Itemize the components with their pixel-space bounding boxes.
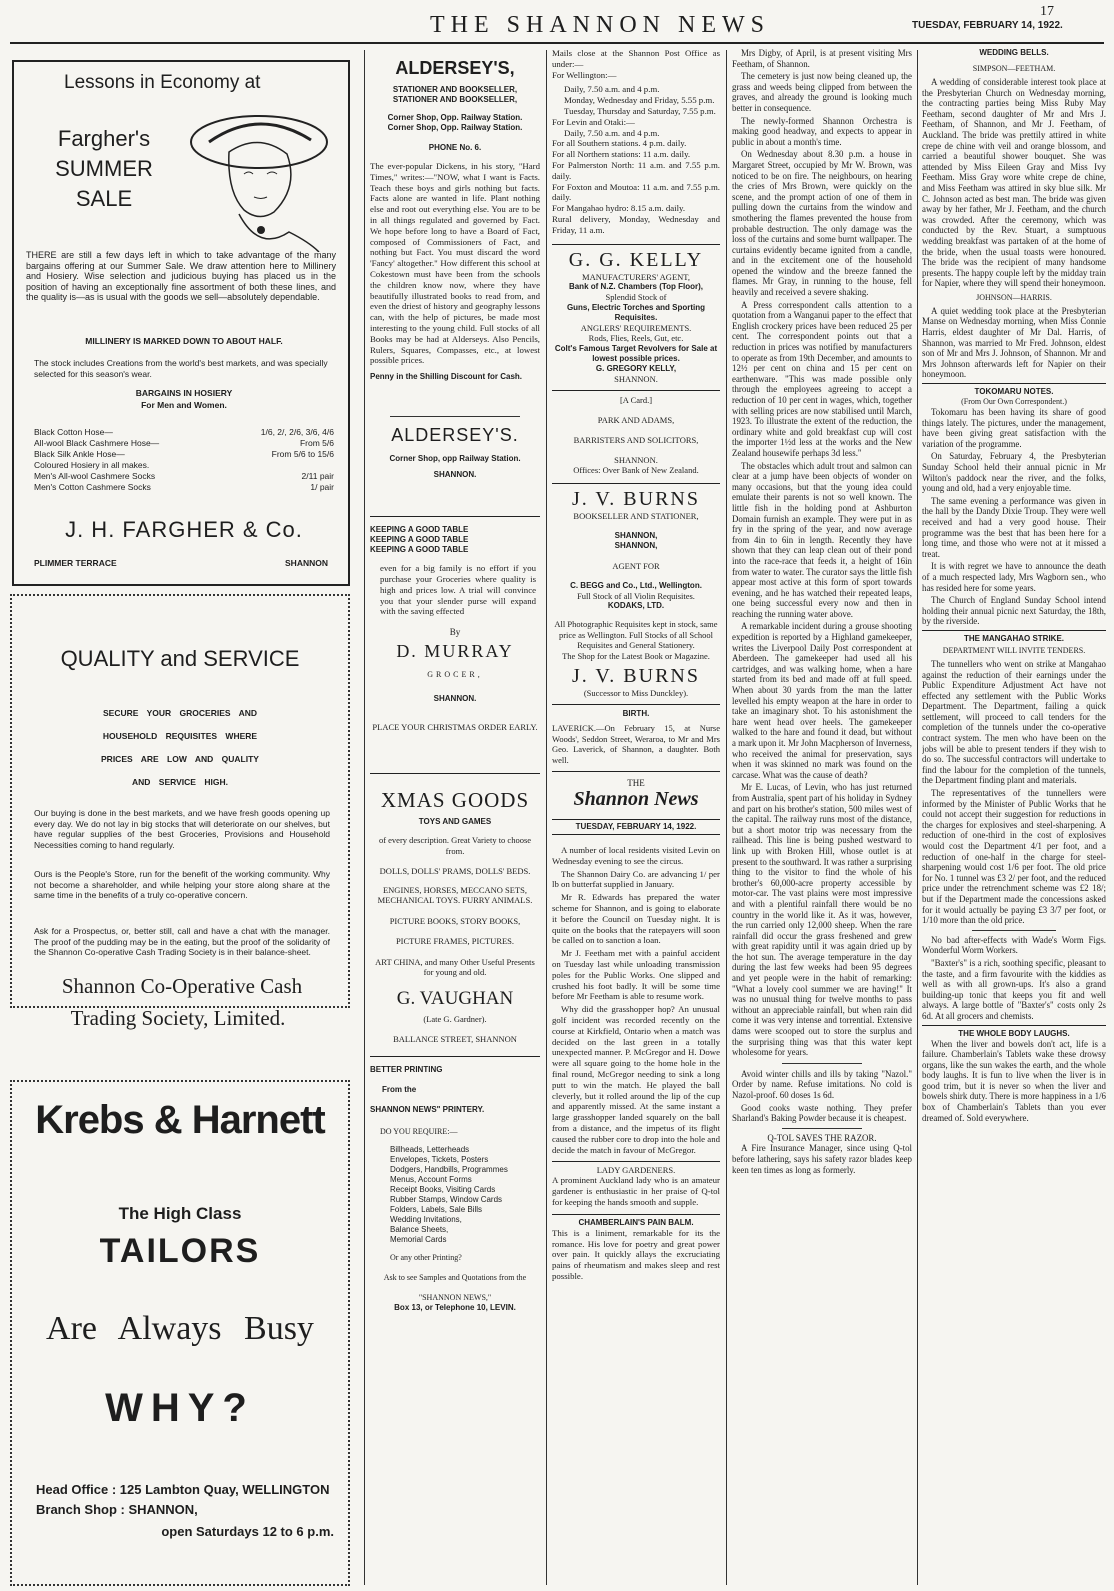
news-para: Tokomaru has been having its share of good things lately. The pictures, under the management, have been giving great satisfaction with the variation of the programme. — [922, 407, 1106, 449]
kelly-l3: Splendid Stock of — [605, 292, 667, 303]
krebs-hours: open Saturdays 12 to 6 p.m. — [161, 1524, 334, 1539]
vaughan-title: XMAS GOODS — [380, 788, 530, 813]
burns-agent: AGENT FOR — [612, 561, 660, 572]
aldersey-discount: Penny in the Shilling Discount for Cash. — [370, 372, 523, 382]
aldersey-title-2: ALDERSEY'S. — [391, 425, 519, 446]
item-name: Coloured Hosiery in all makes. — [34, 460, 150, 470]
murray-keeping-2: KEEPING A GOOD TABLE — [370, 535, 469, 545]
mails-schedule — [552, 84, 720, 235]
fargher-stock: The stock includes Creations from the world's best markets, and was specially selected for this season's wear. — [34, 358, 328, 379]
murray-xmas-order: PLACE YOUR CHRISTMAS ORDER EARLY. — [372, 722, 538, 733]
lawyers-name: PARK AND ADAMS, — [597, 415, 675, 426]
divider — [370, 1056, 540, 1057]
news-para: The same evening a performance was given in the hall by the Dandy Dixie Troup. They were well received and had a very good house. Their programme was the best that has been here for a long time, and those who were not at it missed a treat. — [922, 495, 1106, 559]
column-5 — [922, 48, 1106, 1585]
news-title: Shannon News — [573, 788, 699, 811]
aldersey-title: ALDERSEY'S, — [395, 58, 515, 78]
mail-line: Monday, Wednesday and Friday, 5.55 p.m. — [564, 95, 715, 106]
balm-title: CHAMBERLAIN'S PAIN BALM. — [552, 1214, 720, 1228]
sale-line: SALE — [75, 186, 133, 211]
krebs-branch: Branch Shop : SHANNON, — [36, 1502, 198, 1517]
fargher-address-left: PLIMMER TERRACE — [34, 558, 117, 568]
divider — [782, 1128, 862, 1129]
burns-role: BOOKSELLER AND STATIONER, — [573, 511, 699, 522]
tokomaru-title: TOKOMARU NOTES. — [922, 383, 1106, 397]
mail-line: Daily, 7.50 a.m. and 4 p.m. — [564, 84, 660, 95]
masthead-title: THE SHANNON NEWS — [430, 12, 770, 38]
lady-title: LADY GARDENERS. — [552, 1161, 720, 1175]
mail-line: Tuesday, Thursday and Saturday, 7.55 p.m. — [564, 105, 716, 116]
whole-body-text: When the liver and bowels don't act, life is a failure. Chamberlain's Tablets wake these drowsy organs, like the sun wakes the earth, and the whole body laughs. It is fun to live when the liver is in good trim, but it is never so when the liver and bowels shirk duty. There is more happiness in a 1/6 box of Chamberlain's Tablets than you ever dreamed of. Sold everywhere. — [922, 1038, 1106, 1123]
whole-body-title: THE WHOLE BODY LAUGHS. — [922, 1025, 1106, 1039]
krebs-line-3: Are Always Busy — [46, 1310, 314, 1347]
page-number: 17 — [1040, 4, 1054, 19]
qtol-text: A Fire Insurance Manager, since using Q-tol before lathering, says his safety razor blades keep keen ten times as long as formerly. — [732, 1143, 912, 1175]
aldersey-body: The ever-popular Dickens, in his story, "Hard Times," writes:—"NOW, what I want is Facts. Teach these boys and girls nothing but facts. Facts alone are wanted in life. Plant nothing else and root out everything else. You are to be in all things regulated and governed by Fact. We hope before long to have a Board of Fact, composed of Commissioners of Fact, and nothing but Fact. You must discard the word 'Fancy' altogether." How different this school at Cokestown must have been from the schools the children know now, where they have beautifully illustrated books to read from, and even the driest of history and geography lessons can, with the help of pictures, be made most interesting to the young child. Full stocks of all Books may be had at Alderseys. Also Pencils, Rulers, Squares, Compasses, etc., at lowest possible prices. — [370, 161, 540, 366]
vaughan-line-1: DOLLS, DOLLS' PRAMS, DOLLS' BEDS. — [379, 866, 531, 877]
slogan-line: SECURE YOUR GROCERIES AND — [102, 708, 258, 718]
printing-h1: BETTER PRINTING — [370, 1064, 443, 1074]
kelly-l9: SHANNON. — [614, 373, 658, 384]
list-item: Wedding Invitations, — [390, 1214, 462, 1224]
coop-slogan — [42, 702, 318, 794]
strike-title: THE MANGAHAO STRIKE. — [922, 630, 1106, 644]
fargher-headline: Lessons in Economy at — [64, 72, 261, 93]
list-item: Balance Sheets, — [390, 1224, 449, 1234]
vaughan-line-2: ENGINES, HORSES, MECCANO SETS, MECHANICAL TOYS. FURRY ANIMALS. — [377, 884, 533, 906]
vaughan-line-3: PICTURE BOOKS, STORY BOOKS, — [389, 915, 521, 926]
divider — [370, 516, 540, 517]
news-para: The obstacles which adult trout and salmon can clear at a jump have been objects of wonder on many occasions, but that the young idea could emulate their parents is not so well known. The little fish in the holding pond at Ashburton Domain furnish an example. They were put in as fry in the spring of the year, and now average from 4in to 6in in length. Recently they have shown that they can leap clean out of their pond into the race-race that feeds it, a height of 16in from water to water. The curator says the little fish appear most active at this form of sport towards evening, and he has watched their repeated leaps, one being successful every now and then in reaching the running water above. — [732, 460, 912, 619]
list-item: Receipt Books, Visiting Cards — [390, 1184, 496, 1194]
burns-town-2: SHANNON, — [614, 541, 658, 551]
murray-town: SHANNON. — [433, 694, 477, 704]
burns-successor: (Successor to Miss Dunckley). — [583, 688, 689, 699]
column-rule — [726, 50, 727, 1585]
fargher-intro: THERE are still a few days left in which to take advantage of the many bargains offering at our Summer Sale. We draw attention here to Millinery and Hosiery. Wise selection and judicious buying has placed us in the position of having an exceptionally fine assortment of both these lines, and the quality is—as is usual with the goods we sell—absolutely dependable. — [26, 250, 336, 302]
column-3 — [552, 48, 720, 1585]
masthead-rule — [10, 42, 1104, 44]
mail-line: Rural delivery, Monday, Wednesday and Friday, 11 a.m. — [552, 213, 720, 235]
item-name: Black Cotton Hose— — [34, 427, 113, 437]
burns-violin: Full Stock of all Violin Requisites. — [577, 591, 695, 602]
coop-para-3: Ask for a Prospectus, or, better still, call and have a chat with the manager. The proof of the pudding may be in the eating, but the proof of the solidarity of the Shannon Co-operative Cash Trading Society is in their balance-sheet. — [34, 926, 330, 957]
kelly-l7: Colt's Famous Target Revolvers for Sale at lowest possible prices. — [554, 343, 718, 363]
divider — [782, 1063, 862, 1064]
vaughan-late: (Late G. Gardner). — [423, 1013, 487, 1024]
baxter-ad: "Baxter's" is a rich, soothing specific, pleasant to the taste, and a firm favourite with the kiddies as well as with all grown-ups. It's also a grand building-up tonic that keeps you fit and well always. A large bottle of "Baxter's" costs only 2s 6d. At all grocers and chemists. — [922, 957, 1106, 1021]
mails-wellington: For Wellington:— — [552, 69, 617, 80]
burns-town-1: SHANNON, — [614, 531, 658, 541]
kelly-l8: G. GREGORY KELLY, — [595, 363, 677, 373]
vaughan-line-4: PICTURE FRAMES, PICTURES. — [395, 936, 515, 947]
burns-begg: C. BEGG and Co., Ltd., Wellington. — [570, 581, 702, 591]
column-rule — [917, 50, 918, 1585]
kelly-l4: Guns, Electric Torches and Sporting Requisites. — [566, 302, 706, 322]
lawyers-office: Offices: Over Bank of New Zealand. — [573, 465, 699, 476]
aldersey-corner-1: Corner Shop, Opp. Railway Station. — [387, 113, 523, 122]
lawyers-town: SHANNON. — [614, 455, 658, 466]
fargher-address-right: SHANNON — [285, 558, 328, 568]
news-para: A remarkable incident during a grouse shooting expedition is reported by a Highland gamekeeper, writes the Liverpool Daily Post correspondent at Aberdeen. The gamekeeper had used all his cartridges, and was walking home, when a hare started from its bed and made off at full speed. When about 30 yards from the man the latter levelled his empty weapon at the hare in order to take an imaginary shot. To his astonishment the hare went head over heels. The gamekeeper walked to the hare and found it dead, but without a mark upon it. Mr John Macpherson of Inverness, who received the animal for preservation, says when it was skinned no mark was found on the carcase. What was the cause of death? — [732, 621, 912, 780]
news-para: Mr J. Feetham met with a painful accident on Tuesday last while unloading transmission poles for the Public Works. One slipped and crushed his foot badly. It will be some time before Mr Feetham is able to resume work. — [552, 948, 720, 1002]
price-row — [34, 438, 334, 449]
johnson-harris-sub: JOHNSON—HARRIS. — [976, 292, 1052, 302]
mail-line: For Levin and Otaki:— — [552, 116, 635, 127]
mail-line: For all Northern stations: 11 a.m. daily. — [552, 149, 691, 160]
price-row — [34, 449, 334, 460]
balm-text: This is a liniment, remarkable for its the romance. His love for poetry and great power over pain. It quickly allays the excruciating pains of rheumatism and makes sleep and rest possible. — [552, 1227, 720, 1281]
price-row — [34, 471, 334, 482]
krebs-line-1: The High Class — [118, 1204, 242, 1223]
lawyers-role: BARRISTERS AND SOLICITORS, — [573, 435, 699, 446]
murray-name: D. MURRAY — [396, 641, 514, 662]
vaughan-street: BALLANCE STREET, SHANNON — [393, 1033, 517, 1044]
coop-name-2: Trading Society, Limited. — [70, 1006, 286, 1030]
printing-h3: SHANNON NEWS" PRINTERY. — [370, 1104, 485, 1114]
mail-line: For Palmerston North: 11 a.m. and 7.55 p.m. daily. — [552, 159, 720, 181]
mail-line: Daily, 7.50 a.m. and 4 p.m. — [564, 127, 660, 138]
kelly-l6: Rods, Flies, Reels, Gut, etc. — [588, 333, 684, 344]
bargains-title: BARGAINS IN HOSIERY — [135, 388, 233, 398]
news-para: A Press correspondent calls attention to a quotation from a Wanganui paper to the effect that English crockery prices have been reduced 25 per cent. The correspondent points out that a reduction in prices was notified by manufacturers to operate as from 19th December, and amounts to 12½ per cent on china and 15 per cent on earthenware. "This was made possible only through the employees agreeing to accept a reduction of 10 per cent in wages, which, together with selling prices are now stabilised until March, 1923. To illustrate the extent of the reduction, the ordinary white and gold breakfast cup will cost the importer 1½d less at the works and the New Zealand housewife perhaps 3d less." — [732, 299, 912, 458]
news-para: The newly-formed Shannon Orchestra is making good headway, and expects to appear in public in about a month's time. — [732, 115, 912, 147]
birth-text: LAVERICK.—On February 15, at Nurse Woods', Seddon Street, Weraroa, to Mr and Mrs Geo. Laverick, of Shannon, a daughter. Both well. — [552, 723, 720, 765]
divider — [552, 244, 720, 245]
burns-name: J. V. BURNS — [572, 488, 700, 511]
news-para: The representatives of the tunnellers were informed by the Minister of Public Works that he could not accept their suggestion for reductions in the charges for explosives and steel-sharpening. A reduction of one-third in the cost of explosives would cost the Department 4/1 per foot, and a reduction of one-half in the charge for steel-sharpening would cost 1/6 per foot. The old price for No. 1 tunnel was £3 2/ per foot, and the reduced price under the retrenchment scheme was £2 18/; but if the Department made the concessions asked for it would actually be paying £3 3/7 per foot, or 1/10 more than the old price. — [922, 788, 1106, 926]
aldersey-sub-2: STATIONER AND BOOKSELLER, — [392, 95, 518, 104]
news-para: The tunnellers who went on strike at Mangahao against the reduction of their earnings under the Public Expenditure Adjustment Act have not effected any settlement with the Public Works Department. The Department, failing a quick settlement, will proceed to call tenders for the completion of the tunnels under the co-operative contract system. The men who have been on the jobs will be able to present tenders if they wish to do so. The successful contractors will undertake to find the labour for the completion of the tunnels, the Department finding plant and materials. — [922, 658, 1106, 786]
mail-line: For Mangahao hydro: 8.15 a.m. daily. — [552, 203, 686, 214]
lady-in-hat-illustration — [189, 102, 329, 252]
item-name: All-wool Black Cashmere Hose— — [34, 438, 160, 448]
burns-shop: The Shop for the Latest Book or Magazine. — [562, 650, 710, 661]
wedding-bells-sub: SIMPSON—FEETHAM. — [972, 64, 1056, 73]
printing-question: DO YOU REQUIRE:— — [380, 1126, 458, 1136]
kelly-l2: Bank of N.Z. Chambers (Top Floor), — [568, 282, 704, 292]
list-item: Menus, Account Forms — [390, 1174, 472, 1184]
burns-name-2: J. V. BURNS — [572, 665, 700, 688]
fargher-ad — [12, 60, 350, 586]
sale-line: Fargher's — [57, 126, 151, 151]
murray-by: By — [449, 627, 461, 638]
nazol-ad: Avoid winter chills and ills by taking "Nazol." Order by name. Refuse imitations. No cold is Nazol-proof. 60 doses 1s 6d. — [732, 1068, 912, 1100]
printing-ask: Ask to see Samples and Quotations from the — [383, 1272, 527, 1282]
divider — [552, 390, 720, 391]
issue-date: TUESDAY, FEBRUARY 14, 1922. — [912, 20, 1063, 31]
item-name: Black Silk Ankle Hose— — [34, 449, 125, 459]
aldersey-corner-2: Corner Shop, Opp. Railway Station. — [387, 123, 523, 132]
burns-photo: All Photographic Requisites kept in stock, same price as Wellington. Full Stocks of all School Requisites and General Stationery. — [554, 619, 718, 651]
printing-box: Box 13, or Telephone 10, LEVIN. — [394, 1302, 516, 1312]
fargher-millinery: MILLINERY IS MARKED DOWN TO ABOUT HALF. — [85, 336, 283, 346]
news-para: Mr R. Edwards has prepared the water scheme for Shannon, and is going to elaborate it before the Council on Tuesday night. It is quite on the books that the ratepayers will soon be called on to sanction a loan. — [552, 892, 720, 946]
tokomaru-sub: (From Our Own Correspondent.) — [961, 397, 1067, 407]
column-2 — [370, 50, 540, 1585]
sharland-ad: Good cooks waste nothing. They prefer Sharland's Baking Powder because it is cheapest. — [732, 1102, 912, 1124]
list-item: Billheads, Letterheads — [390, 1144, 470, 1154]
coop-para-1: Our buying is done in the best markets, and we have fresh goods opening up every day. We do not lay in big stocks that will deteriorate on our shelves, but have regular supplies of the best Groceries, Provisions and Household Necessities coming to hand regularly. — [34, 808, 330, 850]
vaughan-line-5: ART CHINA, and many Other Useful Presents for young and old. — [375, 956, 535, 978]
price-row — [34, 460, 334, 471]
divider — [552, 483, 720, 484]
slogan-line: AND SERVICE HIGH. — [132, 777, 228, 787]
krebs-name: Krebs & Harnett — [35, 1098, 325, 1142]
news-para: It is with regret we have to announce the death of a much respected lady, Mrs Wagborn sen., who has resided here for some years. — [922, 561, 1106, 593]
murray-grocer: GROCER, — [427, 670, 483, 680]
coop-name-1: Shannon Co-Operative Cash — [61, 974, 303, 998]
slogan-line: PRICES ARE LOW AND QUALITY — [101, 754, 259, 764]
news-para: The Church of England Sunday School intend holding their annual picnic next Saturday, the 18th, by the riverside. — [922, 595, 1106, 627]
column-rule — [546, 50, 547, 1585]
news-para: Why did the grasshopper hop? An unusual golf incident was recorded recently on the course at Kirkfield, Ontario when a match was decided on the last green in a totally unexpected manner. P. McGregor and H. Dowe were all square going to the home hole in the final round, McGregor needing to sink a long putt to win the match. He played the ball cleverly, but it rolled around the lip of the cup and apparently missed. At the same instant a large grasshopper landed squarely on the ball from a distance, and the impetus of its flight caused the rubber core to drop into the hole and decide the match in favour of McGregor. — [552, 1004, 720, 1155]
mail-line: For Foxton and Moutoa: 11 a.m. and 7.55 p.m. daily. — [552, 181, 720, 203]
price-row — [34, 482, 334, 493]
coop-title: QUALITY and SERVICE — [60, 646, 300, 671]
divider — [552, 771, 720, 772]
kelly-name: G. G. KELLY — [568, 248, 704, 271]
fargher-firm-name: J. H. FARGHER & Co. — [65, 517, 303, 542]
item-name: Men's Cotton Cashmere Socks — [34, 482, 151, 492]
krebs-ad — [10, 1080, 350, 1586]
price-row — [34, 427, 334, 438]
divider — [370, 773, 540, 774]
coop-para-2: Ours is the People's Store, run for the benefit of the working community. Why not become a shareholder, and while helping your store along share at the same time in the benefits of a truly co-operative concern. — [34, 869, 330, 900]
divider — [390, 416, 520, 417]
item-price: From 5/6 — [299, 438, 334, 448]
item-price: 2/11 pair — [301, 471, 334, 481]
news-para: Mrs Digby, of April, is at present visiting Mrs Feetham, of Shannon. — [732, 48, 912, 69]
news-para: A number of local residents visited Levin on Wednesday evening to see the circus. — [552, 845, 720, 866]
murray-body: even for a big family is no effort if you purchase your Groceries where quality is high and prices low. A trial will convince you that your slender purse will expand with the saving effected — [380, 563, 536, 617]
list-item: Rubber Stamps, Window Cards — [390, 1194, 503, 1204]
news-para: The cemetery is just now being cleaned up, the grass and weeds being clipped from between the graves, and already the ground is looking much better in consequence. — [732, 71, 912, 113]
divider — [552, 704, 720, 705]
wedding-bells-title: WEDDING BELLS. — [979, 48, 1049, 57]
list-item: Folders, Labels, Sale Bills — [390, 1204, 483, 1214]
item-price: From 5/6 to 15/6 — [271, 449, 334, 459]
aldersey-phone: PHONE No. 6. — [428, 143, 482, 152]
column-rule — [364, 50, 365, 1585]
bargains-subtitle: For Men and Women. — [141, 400, 227, 410]
printing-list — [390, 1145, 540, 1245]
birth-title: BIRTH. — [622, 709, 650, 719]
sale-line: SUMMER — [55, 156, 153, 181]
coop-ad — [10, 594, 350, 1008]
news-para: Mr E. Lucas, of Levin, who has just returned from Australia, spent part of his holiday in Sydney and part on his brother's station, 500 miles west of the capital. The railway runs most of the distance, but a short motor trip was necessary from the railhead. This line is being pushed westward to link up with Broken Hill, whose outlet is at present to the southward. It was rather a surprising thing to the visitor to find the whole of his brother's 60,000-acre property accessible by motor-car. The vast plains were most impressive and with a plentiful rainfall there would be no country in the world like it. As it was, however, the run carried only 12,000 sheep. When the rare rainfall did occur the grass freshened and grew with great rapidity until it was again dried up by the hot sun. The average temperature in the day during the last few weeks had been 95 degrees and yet people were in the habit of remarking: "What a lovely cool summer we are having!" It was no unusual thing for twelve months to pass without an appreciable rainfall, but when rain did come it was very intense and torrential. Extensive dams were scooped out to store the surplus and the surprising thing was that this water kept wholesome for years. — [732, 782, 912, 1058]
news-para: The Shannon Dairy Co. are advancing 1/ per lb on butterfat supplied in January. — [552, 868, 720, 890]
aldersey-town: SHANNON. — [433, 470, 477, 480]
murray-keeping-3: KEEPING A GOOD TABLE — [370, 545, 469, 555]
krebs-head-office: Head Office : 125 Lambton Quay, WELLINGTON — [36, 1482, 330, 1497]
item-name: Men's All-wool Cashmere Socks — [34, 471, 156, 481]
vaughan-name: G. VAUGHAN — [396, 987, 514, 1009]
news-para: On Saturday, February 4, the Presbyterian Sunday School held their annual picnic in Mr Wilton's paddock near the river, and the folks, young and old, had a very enjoyable time. — [922, 451, 1106, 494]
printing-h2: From the — [382, 1084, 417, 1094]
column-4 — [732, 48, 912, 1585]
fargher-sale-title — [34, 124, 174, 214]
list-item: Envelopes, Tickets, Posters — [390, 1154, 489, 1164]
printing-other: Or any other Printing? — [390, 1252, 462, 1262]
news-the: THE — [627, 778, 645, 789]
krebs-line-4: WHY? — [105, 1386, 255, 1430]
list-item: Memorial Cards — [390, 1234, 447, 1244]
slogan-line: HOUSEHOLD REQUISITES WHERE — [102, 731, 258, 741]
vaughan-desc: of every description. Great Variety to choose from. — [378, 835, 532, 856]
kelly-l5: ANGLERS' REQUIREMENTS. — [580, 322, 692, 333]
news-body — [552, 845, 720, 1155]
item-price: 1/ pair — [310, 482, 334, 492]
murray-keeping-1: KEEPING A GOOD TABLE — [370, 525, 469, 535]
news-date: TUESDAY, FEBRUARY 14, 1922. — [552, 819, 720, 835]
mail-line: For all Southern stations. 4 p.m. daily. — [552, 138, 687, 149]
wedding-text: A wedding of considerable interest took place at the Presbyterian Church on Wednesday morning, the contracting parties being Miss Ruby May Feetham, second daughter of Mr and Mrs J. Feetham, of Shannon, and Mr J. Feetham, of Auckland. The bride was prettily attired in white crepe de chine with veil and orange blossom, and carried a beautiful shower bouquet. She was attended by Miss Eileen Gray and Miss Ivy Feetham. Miss Gray wore white crepe de chine, and Miss Feetham was attired in sky blue silk. Mr C. Johnson acted as best man. The bride was given away by her father, Mr J. Feetham, and the church was crowded. After the ceremony, which was conducted by the Rev. Stuart, a sumptuous wedding breakfast was partaken of at the home of the bride, when the usual toasts were honoured. The bride was the recipient of many handsome presents. The happy couple left by the midday train for Napier, where they will spend their honeymoon. — [922, 77, 1106, 289]
kelly-l1: MANUFACTURERS' AGENT, — [582, 271, 690, 282]
hosiery-price-list — [34, 427, 334, 493]
news-para: On Wednesday about 8.30 p.m. a house in Margaret Street, occupied by Mr W. Brown, was noticed to be on fire. The neighbours, on hearing the cries of Mrs Brown, were quickly on the scene, and the prompt action of one of them in pulling down the curtains from the window and smothering the flames prevented the house from probable destruction. The only damage was the loss of the curtains and some burnt wallpaper. The curtains evidently became ignited from a candle, and in the excitement one of the household opened the window and the breeze fanned the flames. Mr Gray, in running to the house, fell heavily and received a severe shaking. — [732, 149, 912, 298]
krebs-line-2: TAILORS — [99, 1232, 261, 1270]
johnson-harris-text: A quiet wedding took place at the Presbyterian Manse on Wednesday morning, when Miss Connie Harris, eldest daughter of Mr Dal. Harris, of Shannon, was married to Mr Fred. Johnson, eldest son of Mr and Mrs J. Johnson, of Shannon. Mr and Mrs Johnson afterwards left for Napier on their honeymoon. — [922, 305, 1106, 380]
strike-sub: DEPARTMENT WILL INVITE TENDERS. — [942, 645, 1086, 655]
burns-kodaks: KODAKS, LTD. — [607, 601, 665, 611]
vaughan-sub: TOYS AND GAMES — [418, 817, 492, 827]
qtol-title: Q-TOL SAVES THE RAZOR. — [767, 1132, 877, 1143]
worm-figs-ad: No bad after-effects with Wade's Worm Figs. Wonderful Worm Workers. — [922, 934, 1106, 956]
list-item: Dodgers, Handbills, Programmes — [390, 1164, 508, 1174]
aldersey-corner-3: Corner Shop, opp Railway Station. — [389, 454, 521, 464]
lady-text: A prominent Auckland lady who is an amateur gardener is enthusiastic in her praise of Q-tol for keeping the hands smooth and supple. — [552, 1175, 720, 1207]
printing-paper: "SHANNON NEWS," — [418, 1292, 492, 1302]
mails-head: Mails close at the Shannon Post Office as under:— — [552, 48, 720, 69]
aldersey-sub-1: STATIONER AND BOOKSELLER, — [392, 85, 518, 94]
item-price: 1/6, 2/, 2/6, 3/6, 4/6 — [260, 427, 334, 437]
divider — [972, 930, 1056, 931]
lawyers-card: [A Card.] — [619, 395, 653, 406]
